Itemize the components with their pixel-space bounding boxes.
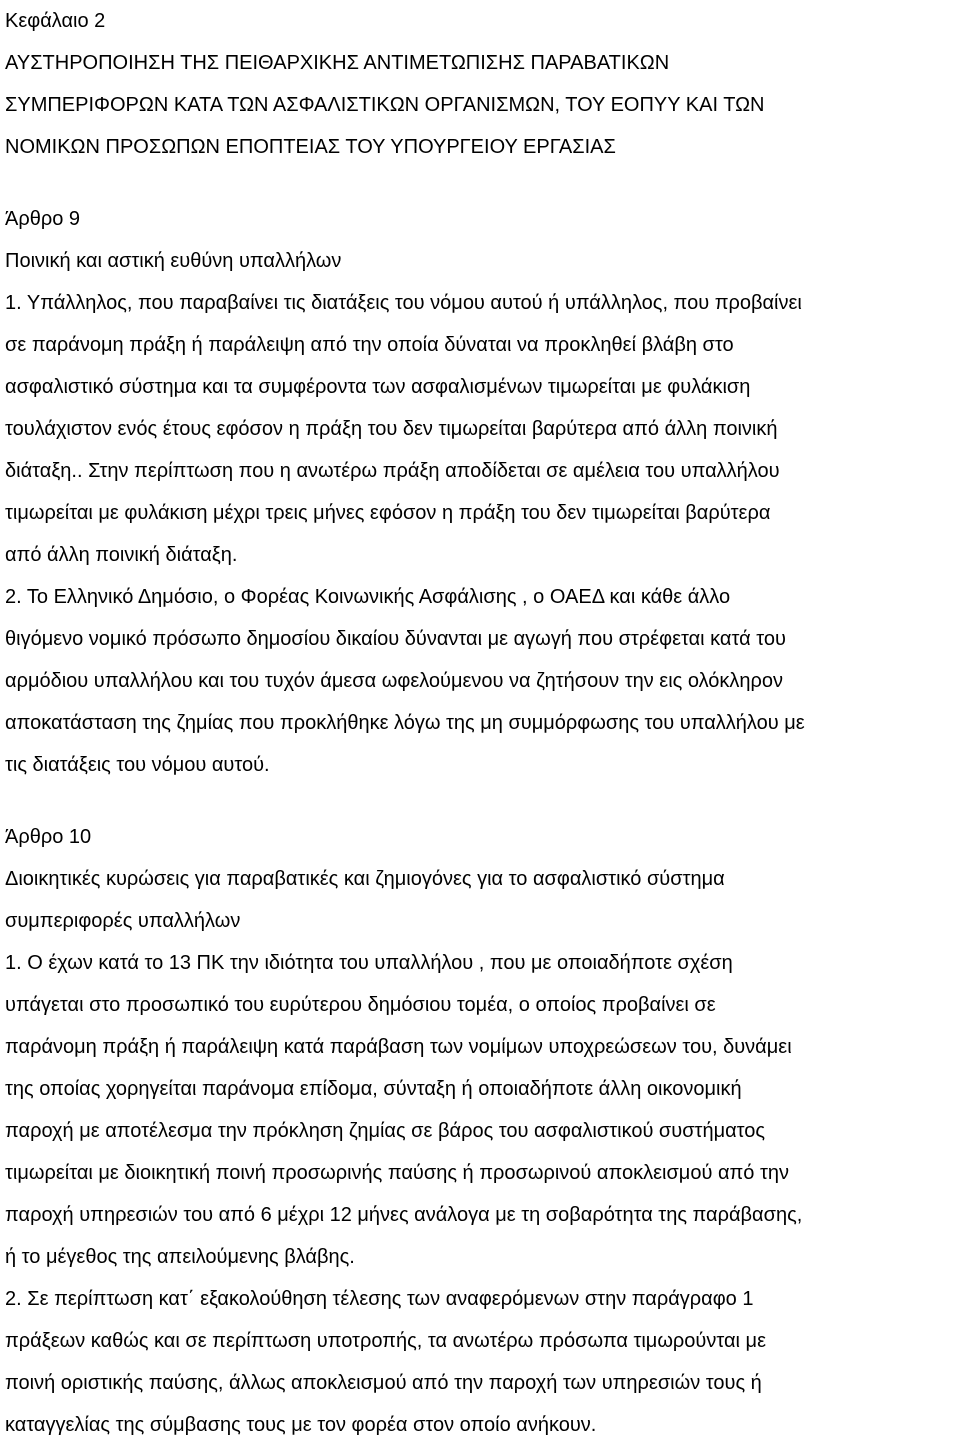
article-10-para2-line: ποινή οριστικής παύσης, άλλως αποκλεισμού από την παροχή των υπηρεσιών τους ή: [5, 1372, 762, 1394]
article-9-para1-line: 1. Υπάλληλος, που παραβαίνει τις διατάξεις του νόμου αυτού ή υπάλληλος, που προβαίνει: [5, 292, 802, 314]
article-10-para1-line: παράνομη πράξη ή παράλειψη κατά παράβαση των νομίμων υποχρεώσεων του, δυνάμει: [5, 1036, 792, 1058]
article-10-title-line: Διοικητικές κυρώσεις για παραβατικές και ζημιογόνες για το ασφαλιστικό σύστημα: [5, 868, 725, 890]
section-spacer: [5, 786, 953, 816]
article-9-para2-line: τις διατάξεις του νόμου αυτού.: [5, 754, 270, 776]
article-10-para2-line: καταγγελίας της σύμβασης τους με τον φορέα στον οποίο ανήκουν.: [5, 1414, 597, 1436]
article-9-para1-line: ασφαλιστικό σύστημα και τα συμφέροντα των ασφαλισμένων τιμωρείται με φυλάκιση: [5, 376, 751, 398]
article-9-heading: Άρθρο 9: [5, 208, 81, 230]
article-10-para2-line: 2. Σε περίπτωση κατ΄ εξακολούθηση τέλεσης των αναφερόμενων στην παράγραφο 1: [5, 1288, 754, 1310]
article-10-para1-line: ή το μέγεθος της απειλούμενης βλάβης.: [5, 1246, 355, 1268]
article-9-para1-line: από άλλη ποινική διάταξη.: [5, 544, 238, 566]
article-9-para1-line: τουλάχιστον ενός έτους εφόσον η πράξη του δεν τιμωρείται βαρύτερα από άλλη ποινική: [5, 418, 778, 440]
chapter-title-line: ΝΟΜΙΚΩΝ ΠΡΟΣΩΠΩΝ ΕΠΟΠΤΕΙΑΣ ΤΟΥ ΥΠΟΥΡΓΕΙΟΥ ΕΡΓΑΣΙΑΣ: [5, 136, 616, 158]
article-10-heading: Άρθρο 10: [5, 826, 92, 848]
chapter-label: Κεφάλαιο 2: [5, 10, 106, 32]
article-10-para1-line: υπάγεται στο προσωπικό του ευρύτερου δημόσιου τομέα, ο οποίος προβαίνει σε: [5, 994, 716, 1016]
article-9-para2-line: αρμόδιου υπαλλήλου και του τυχόν άμεσα ωφελούμενου να ζητήσουν την εις ολόκληρον: [5, 670, 784, 692]
article-9-title: Ποινική και αστική ευθύνη υπαλλήλων: [5, 250, 342, 272]
article-10-para1-line: τιμωρείται με διοικητική ποινή προσωρινής παύσης ή προσωρινού αποκλεισμού από την: [5, 1162, 790, 1184]
article-10-para1-line: της οποίας χορηγείται παράνομα επίδομα, σύνταξη ή οποιαδήποτε άλλη οικονομική: [5, 1078, 742, 1100]
article-10-para1-line: 1. Ο έχων κατά το 13 ΠΚ την ιδιότητα του υπαλλήλου , που με οποιαδήποτε σχέση: [5, 952, 733, 974]
chapter-title-line: ΑΥΣΤΗΡΟΠΟΙΗΣΗ ΤΗΣ ΠΕΙΘΑΡΧΙΚΗΣ ΑΝΤΙΜΕΤΩΠΙΣΗΣ ΠΑΡΑΒΑΤΙΚΩΝ: [5, 52, 670, 74]
article-10-para1-line: παροχή με αποτέλεσμα την πρόκληση ζημίας σε βάρος του ασφαλιστικού συστήματος: [5, 1120, 766, 1142]
article-10-title-line: συμπεριφορές υπαλλήλων: [5, 910, 241, 932]
article-10-para2-line: πράξεων καθώς και σε περίπτωση υποτροπής, τα ανωτέρω πρόσωπα τιμωρούνται με: [5, 1330, 766, 1352]
article-9-para1-line: τιμωρείται με φυλάκιση μέχρι τρεις μήνες εφόσον η πράξη του δεν τιμωρείται βαρύτερα: [5, 502, 771, 524]
article-9-para1-line: διάταξη.. Στην περίπτωση που η ανωτέρω πράξη αποδίδεται σε αμέλεια του υπαλλήλου: [5, 460, 780, 482]
document-page: [5, 0, 953, 1446]
article-9-para2-line: 2. Το Ελληνικό Δημόσιο, ο Φορέας Κοινωνικής Ασφάλισης , ο ΟΑΕΔ και κάθε άλλο: [5, 586, 731, 608]
article-9-para1-line: σε παράνομη πράξη ή παράλειψη από την οποία δύναται να προκληθεί βλάβη στο: [5, 334, 734, 356]
article-9-para2-line: θιγόμενο νομικό πρόσωπο δημοσίου δικαίου δύνανται με αγωγή που στρέφεται κατά του: [5, 628, 786, 650]
chapter-title-line: ΣΥΜΠΕΡΙΦΟΡΩΝ ΚΑΤΑ ΤΩΝ ΑΣΦΑΛΙΣΤΙΚΩΝ ΟΡΓΑΝΙΣΜΩΝ, ΤΟΥ ΕΟΠΥΥ ΚΑΙ ΤΩΝ: [5, 94, 765, 116]
article-9-para2-line: αποκατάσταση της ζημίας που προκλήθηκε λόγω της μη συμμόρφωσης του υπαλλήλου με: [5, 712, 805, 734]
section-spacer: [5, 168, 953, 198]
article-10-para1-line: παροχή υπηρεσιών του από 6 μέχρι 12 μήνες ανάλογα με τη σοβαρότητα της παράβασης,: [5, 1204, 803, 1226]
